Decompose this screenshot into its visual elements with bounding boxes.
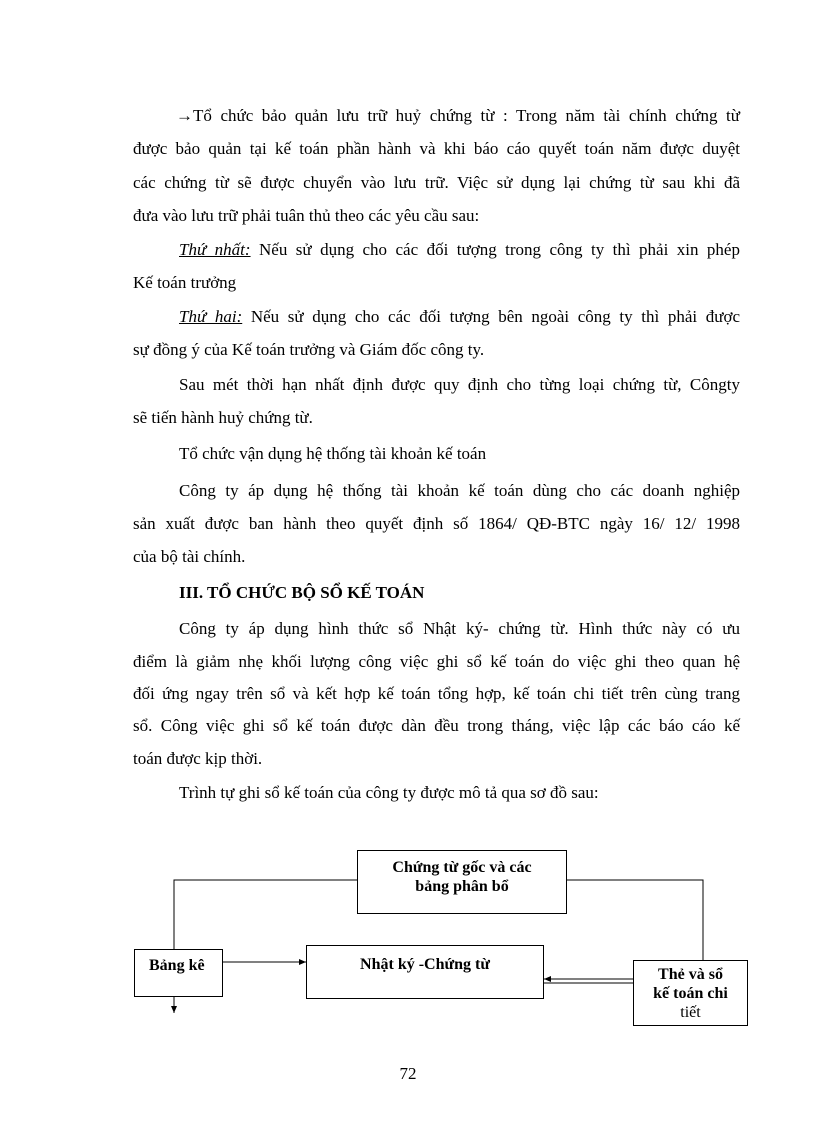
p3-label: Thứ hai: <box>179 307 243 326</box>
p7-line4: sổ. Công việc ghi sổ kế toán được dàn đều trong tháng, việc lập các báo cáo kế <box>133 716 740 735</box>
box-detail-ledger <box>633 960 748 1026</box>
box-detail-ledger-line1: Thẻ và sổ <box>658 966 723 983</box>
box-source-documents-line2: bảng phân bổ <box>415 878 509 895</box>
box-source-documents <box>357 850 567 914</box>
p8-line1: Trình tự ghi sổ kế toán của công ty được mô tả qua sơ đồ sau: <box>179 783 599 802</box>
page-number: 72 <box>399 1064 417 1083</box>
p2-label: Thứ nhất: <box>179 240 251 259</box>
box-bang-ke <box>134 949 223 997</box>
p5-line1: Tổ chức vận dụng hệ thống tài khoản kế toán <box>179 444 487 463</box>
box-bang-ke-label: Bảng kê <box>149 957 205 974</box>
p4-line2: sẽ tiến hành huỷ chứng từ. <box>133 408 313 427</box>
p6-line3: của bộ tài chính. <box>133 547 246 566</box>
box-detail-ledger-line2: kế toán chi <box>653 985 728 1002</box>
section-heading: III. TỔ CHỨC BỘ SỔ KẾ TOÁN <box>179 583 425 602</box>
p2-line2: Kế toán trưởng <box>133 273 237 292</box>
p4-line1: Sau mét thời hạn nhất định được quy định cho từng loại chứng từ, Côngty <box>179 375 740 394</box>
p7-line2: điểm là giảm nhẹ khối lượng công việc ghi sổ kế toán do việc ghi theo quan hệ <box>133 652 740 671</box>
p6-line1: Công ty áp dụng hệ thống tài khoản kế toán dùng cho các doanh nghiệp <box>179 481 740 500</box>
p3-line2: sự đồng ý của Kế toán trưởng và Giám đốc công ty. <box>133 340 485 359</box>
p3-line1-text: Nếu sử dụng cho các đối tượng bên ngoài công ty thì phải được <box>242 307 740 326</box>
p7-line3: đối ứng ngay trên sổ và kết hợp kế toán tổng hợp, kế toán chi tiết trên cùng trang <box>133 684 740 703</box>
p6-line2: sản xuất được ban hành theo quyết định số 1864/ QĐ-BTC ngày 16/ 12/ 1998 <box>133 514 740 533</box>
p1-line4: đưa vào lưu trữ phải tuân thủ theo các yêu cầu sau: <box>133 206 480 225</box>
p7-line1: Công ty áp dụng hình thức sổ Nhật ký- chứng từ. Hình thức này có ưu <box>179 619 740 638</box>
box-nhat-ky-chung-tu <box>306 945 544 999</box>
p1-line1-text: Tổ chức bảo quản lưu trữ huỷ chứng từ : Trong năm tài chính chứng từ <box>193 106 740 125</box>
p7-line5: toán được kịp thời. <box>133 749 263 768</box>
p1-line3: các chứng từ sẽ được chuyển vào lưu trữ. Việc sử dụng lại chứng từ sau khi đã <box>133 173 740 192</box>
p1-line2: được bảo quản tại kế toán phần hành và khi báo cáo quyết toán năm được duyệt <box>133 139 740 158</box>
right-arrow-icon: → <box>176 106 193 125</box>
p2-line1-text: Nếu sử dụng cho các đối tượng trong công ty thì phải xin phép <box>250 240 740 259</box>
box-source-documents-line1: Chứng từ gốc và các <box>392 859 532 876</box>
box-nhat-ky-chung-tu-label: Nhật ký -Chứng từ <box>360 956 490 973</box>
box-detail-ledger-line3: tiết <box>680 1004 701 1021</box>
